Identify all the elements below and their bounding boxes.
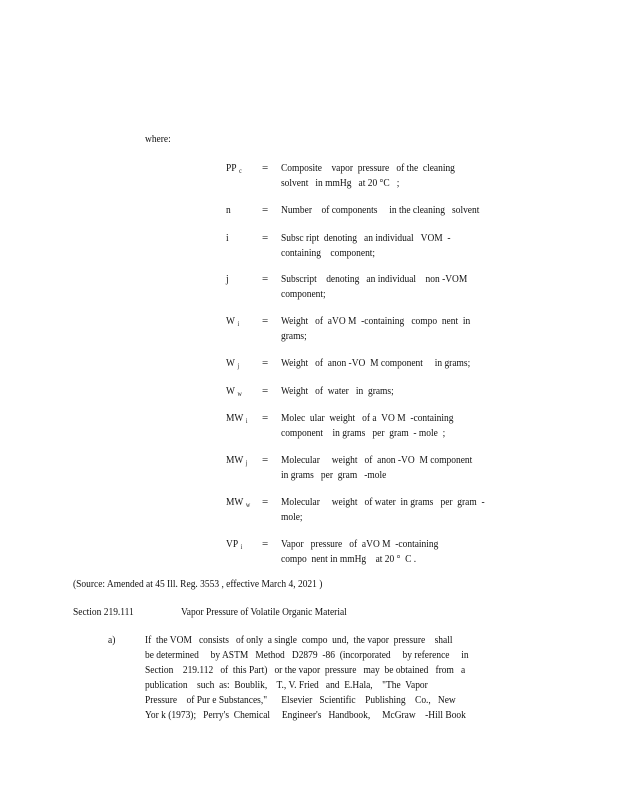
paragraph-line: Section 219.112 of this Part) or the vapor pressure may be obtained from a xyxy=(145,664,466,676)
paragraph-line: Pressure of Pur e Substances," Elsevier Scientific Publishing Co., New xyxy=(145,694,456,706)
definition-symbol: W $_i$ xyxy=(226,315,240,328)
definition-text-line: Molecular weight of water in grams per gram - xyxy=(281,496,485,508)
source-note: (Source: Amended at 45 Ill. Reg. 3553 , effective March 4, 2021 ) xyxy=(73,578,323,590)
definition-symbol: j xyxy=(226,273,229,285)
definition-symbol: n xyxy=(226,204,231,216)
definition-text-line: component in grams per gram - mole ; xyxy=(281,427,446,439)
equals-sign: = xyxy=(262,204,269,216)
definition-text-line: grams; xyxy=(281,330,307,342)
definition-text-line: solvent in mmHg at 20 °C ; xyxy=(281,177,400,189)
equals-sign: = xyxy=(262,538,269,550)
definition-subscript: w xyxy=(245,501,251,509)
definition-subscript: c xyxy=(239,167,242,175)
definition-subscript: i xyxy=(240,543,243,551)
equals-sign: = xyxy=(262,315,269,327)
definition-text-line: mole; xyxy=(281,511,303,523)
paragraph-line: publication such as: Boublik, T., V. Fried and E.Hala, "The Vapor xyxy=(145,679,428,691)
definition-text-line: Subsc ript denoting an individual VOM - xyxy=(281,232,451,244)
definition-subscript: w xyxy=(237,390,242,398)
definition-text-line: Weight of water in grams; xyxy=(281,385,394,397)
definition-symbol: VP $_i$ xyxy=(226,538,243,551)
definition-text-line: Molec ular weight of a VO M -containing xyxy=(281,412,454,424)
definition-text-line: Molecular weight of anon -VO M component xyxy=(281,454,473,466)
definition-symbol: MW $_j$ xyxy=(226,454,248,467)
where-label: where: xyxy=(145,133,171,145)
definition-subscript: i xyxy=(245,417,248,425)
definition-subscript: j xyxy=(245,459,248,467)
definition-text-line: in grams per gram -mole xyxy=(281,469,387,481)
paragraph-line: Yor k (1973); Perry's Chemical Engineer's Handbook, McGraw -Hill Book xyxy=(145,709,466,721)
equals-sign: = xyxy=(262,232,269,244)
equals-sign: = xyxy=(262,162,269,174)
definition-text-line: component; xyxy=(281,288,326,300)
paragraph-line: If the VOM consists of only a single compo und, the vapor pressure shall xyxy=(145,634,453,646)
equals-sign: = xyxy=(262,412,269,424)
equals-sign: = xyxy=(262,496,269,508)
definition-subscript: j xyxy=(237,362,240,370)
definition-text-line: Weight of anon -VO M component in grams; xyxy=(281,357,471,369)
definition-text-line: compo nent in mmHg at 20 ° C . xyxy=(281,553,417,565)
paragraph-label: a) xyxy=(108,634,116,646)
equals-sign: = xyxy=(262,385,269,397)
equals-sign: = xyxy=(262,454,269,466)
section-number: Section 219.111 xyxy=(73,606,134,618)
paragraph-line: be determined by ASTM Method D2879 -86 (incorporated by reference in xyxy=(145,649,469,661)
definition-symbol: W $_w$ xyxy=(226,385,242,398)
equals-sign: = xyxy=(262,273,269,285)
definition-symbol: W $_j$ xyxy=(226,357,240,370)
definition-symbol: PP $_c$ xyxy=(226,162,242,175)
definition-symbol: i xyxy=(226,232,229,244)
equals-sign: = xyxy=(262,357,269,369)
definition-text-line: containing component; xyxy=(281,247,376,259)
definition-text-line: Number of components in the cleaning solvent xyxy=(281,204,480,216)
definition-text-line: Subscript denoting an individual non -VOM xyxy=(281,273,468,285)
definition-text-line: Weight of aVO M -containing compo nent in xyxy=(281,315,471,327)
definition-symbol: MW $_w$ xyxy=(226,496,251,509)
section-title: Vapor Pressure of Volatile Organic Material xyxy=(181,606,347,618)
definition-symbol: MW $_i$ xyxy=(226,412,248,425)
definition-text-line: Vapor pressure of aVO M -containing xyxy=(281,538,439,550)
definition-text-line: Composite vapor pressure of the cleaning xyxy=(281,162,455,174)
definition-subscript: i xyxy=(237,320,240,328)
